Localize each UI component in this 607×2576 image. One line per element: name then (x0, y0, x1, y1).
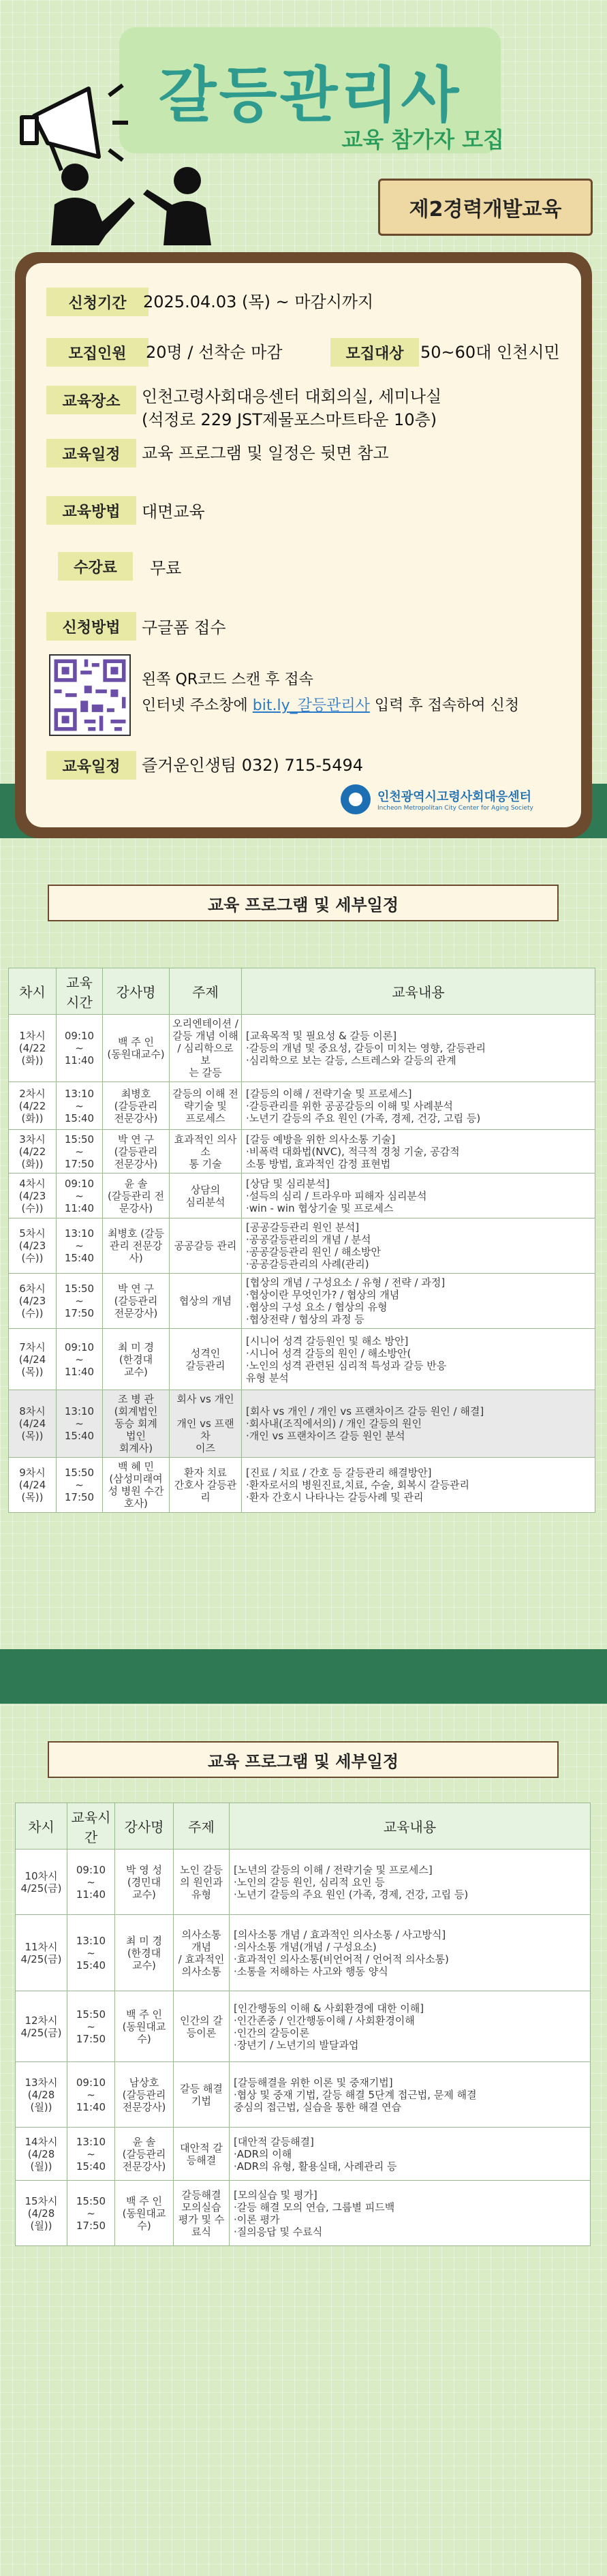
content-cell: [시니어 성격 갈등원인 및 해소 방안] ·시니어 성격 갈등의 원인 / 해소방안( ·노인의 성격 관련된 심리적 특성과 갈등 반응 유형 분석 (242, 1329, 595, 1390)
session-cell: 4차시 (4/23 (수)) (9, 1174, 57, 1218)
col-topic: 주제 (170, 968, 242, 1015)
period-label: 신청기간 (46, 288, 149, 316)
time-cell: 09:10 ~ 11:40 (57, 1174, 103, 1218)
content-cell: [협상의 개념 / 구성요소 / 유형 / 전략 / 과정] ·협상이란 무엇인가? / 협상의 개념 ·협상의 구성 요소 / 협상의 유형 ·협상전략 / 협상의 과정 등 (242, 1274, 595, 1329)
topic-cell: 갈등의 이해 전 략기술 및 프로세스 (170, 1082, 242, 1130)
topic-cell: 상담의 심리분석 (170, 1174, 242, 1218)
qr-instruction-suffix: 입력 후 접속하여 신청 (369, 697, 520, 714)
col-content: 교육내용 (242, 968, 595, 1015)
contact-label: 교육일정 (46, 751, 136, 780)
col-session: 차시 (16, 1803, 67, 1850)
session-cell: 8차시 (4/24 (목)) (9, 1390, 57, 1458)
schedule-table-1 (8, 968, 595, 1513)
lecturer-cell: 백 주 인 (동원대교 수) (115, 1991, 174, 2062)
apply-label: 신청방법 (46, 612, 136, 641)
recruit-label: 모집인원 (46, 338, 149, 367)
lecturer-cell: 백 주 인 (동원대교수) (103, 1015, 170, 1082)
col-session: 차시 (9, 968, 57, 1015)
schedule-table-2 (15, 1803, 591, 2246)
topic-cell: 협상의 개념 (170, 1274, 242, 1329)
col-lecturer: 강사명 (103, 968, 170, 1015)
topic-cell: 공공갈등 관리 (170, 1218, 242, 1274)
session-cell: 14차시 (4/28 (월)) (16, 2128, 67, 2181)
method-label: 교육방법 (46, 496, 136, 525)
target-value: 50~60대 인천시민 (420, 343, 560, 362)
table-row (9, 1130, 595, 1174)
time-cell: 09:10 ~ 11:40 (67, 2062, 115, 2128)
table-row (9, 1458, 595, 1513)
table-row (9, 1174, 595, 1218)
content-cell: [갈등해결을 위한 이론 및 중재기법] ·협상 및 중재 기법, 갈등 해결 5단계 접근법, 문제 해결 중심의 접근법, 실습을 통한 해결 연습 (230, 2062, 591, 2128)
org-logo (341, 782, 565, 816)
session-cell: 2차시 (4/22 (화)) (9, 1082, 57, 1130)
target-label: 모집대상 (330, 338, 419, 367)
content-cell: [인간행동의 이해 & 사회환경에 대한 이해] ·인간존중 / 인간행동이해 / 사회환경이해 ·인간의 갈등이론 ·장년기 / 노년기의 발달과업 (230, 1991, 591, 2062)
content-cell: [교육목적 및 필요성 & 갈등 이론] ·갈등의 개념 및 중요성, 갈등이 미치는 영향, 갈등관리 ·심리학으로 보는 갈등, 스트레스와 갈등의 관계 (242, 1015, 595, 1082)
col-content: 교육내용 (230, 1803, 591, 1850)
lecturer-cell: 남상호 (갈등관리 전문강사) (115, 2062, 174, 2128)
lecturer-cell: 윤 솔 (갈등관리 전 문강사) (103, 1174, 170, 1218)
section2-title: 교육 프로그램 및 세부일정 (48, 1741, 559, 1778)
qr-instruction-prefix: 인터넷 주소창에 (142, 697, 253, 714)
content-cell: [갈등 예방을 위한 의사소통 기술] ·비폭력 대화법(NVC), 적극적 경청 기술, 공감적 소통 방법, 효과적인 감정 표현법 (242, 1130, 595, 1174)
fee-value: 무료 (150, 559, 182, 578)
time-cell: 15:50 ~ 17:50 (57, 1130, 103, 1174)
content-cell: [회사 vs 개인 / 개인 vs 프랜차이즈 갈등 원인 / 해결] ·회사내(조직에서의) / 개인 갈등의 원인 ·개인 vs 프랜차이즈 갈등 원인 분석 (242, 1390, 595, 1458)
time-cell: 13:10 ~ 15:40 (67, 1915, 115, 1991)
lecturer-cell: 백 혜 민 (삼성미래여 성 병원 수간 호사) (103, 1458, 170, 1513)
table-row (16, 2128, 591, 2181)
content-cell: [공공갈등관리 원인 분석] ·공공갈등관리의 개념 / 분석 ·공공갈등관리 원인 / 해소방안 ·공공갈등관리의 사례(관리) (242, 1218, 595, 1274)
org-emblem-icon (341, 784, 371, 814)
org-name-en: Incheon Metropolitan City Center for Aging Society (377, 805, 533, 812)
lecturer-cell: 최 미 경 (한경대 교수) (115, 1915, 174, 1991)
lecturer-cell: 최병호 (갈등 관리 전문강 사) (103, 1218, 170, 1274)
col-lecturer: 강사명 (115, 1803, 174, 1850)
schedule-value: 교육 프로그램 및 일정은 뒷면 참고 (142, 444, 389, 463)
lecturer-cell: 박 영 성 (경민대 교수) (115, 1850, 174, 1915)
session-cell: 15차시 (4/28 (월)) (16, 2181, 67, 2246)
table-row (9, 1218, 595, 1274)
contact-value: 즐거운인생팀 032) 715-5494 (142, 756, 364, 775)
topic-cell: 갈등해결 모의실습 평가 및 수 료식 (174, 2181, 230, 2246)
period-value: 2025.04.03 (목) ~ 마감시까지 (143, 292, 374, 311)
topic-cell: 오리엔테이션 / 갈등 개념 이해 / 심리학으로 보 는 갈등 (170, 1015, 242, 1082)
session-cell: 13차시 (4/28 (월)) (16, 2062, 67, 2128)
table-row (9, 1082, 595, 1130)
session-cell: 3차시 (4/22 (화)) (9, 1130, 57, 1174)
method-value: 대면교육 (142, 502, 205, 521)
col-topic: 주제 (174, 1803, 230, 1850)
content-cell: [상담 및 심리분석] ·설득의 심리 / 트라우마 피해자 심리분석 ·win - win 협상기술 및 프로세스 (242, 1174, 595, 1218)
topic-cell: 갈등 해결 기법 (174, 2062, 230, 2128)
session-cell: 12차시 4/25(금) (16, 1991, 67, 2062)
people-silhouette-icon (27, 157, 225, 245)
time-cell: 15:50 ~ 17:50 (57, 1274, 103, 1329)
table-row (9, 1274, 595, 1329)
time-cell: 15:50 ~ 17:50 (57, 1458, 103, 1513)
content-cell: [진료 / 치료 / 간호 등 갈등관리 해결방안] ·환자로서의 병원진료,치료, 수술, 회복시 갈등관리 ·환자 간호시 나타나는 갈등사례 및 관리 (242, 1458, 595, 1513)
qr-code-icon[interactable] (49, 654, 131, 736)
time-cell: 13:10 ~ 15:40 (57, 1218, 103, 1274)
page-title: 갈등관리사 (158, 60, 462, 130)
time-cell: 15:50 ~ 17:50 (67, 1991, 115, 2062)
time-cell: 09:10 ~ 11:40 (57, 1329, 103, 1390)
topic-cell: 성격인 갈등관리 (170, 1329, 242, 1390)
table-row (16, 1850, 591, 1915)
topic-cell: 노인 갈등 의 원인과 유형 (174, 1850, 230, 1915)
qr-instruction-2 (142, 695, 519, 717)
topic-cell: 의사소통 개념 / 효과적인 의사소통 (174, 1915, 230, 1991)
topic-cell: 회사 vs 개인 개인 vs 프랜차 이즈 (170, 1390, 242, 1458)
lecturer-cell: 백 주 인 (동원대교 수) (115, 2181, 174, 2246)
topic-cell: 인간의 갈 등이론 (174, 1991, 230, 2062)
apply-link[interactable]: bit.ly_갈등관리사 (252, 697, 370, 714)
table-row (9, 1015, 595, 1082)
table-row (16, 1991, 591, 2062)
time-cell: 13:10 ~ 15:40 (57, 1082, 103, 1130)
program-badge: 제2경력개발교육 (378, 179, 593, 236)
table-row (16, 1915, 591, 1991)
session-cell: 9차시 (4/24 (목)) (9, 1458, 57, 1513)
lecturer-cell: 박 연 구 (갈등관리 전문강사) (103, 1274, 170, 1329)
col-time: 교육시 간 (67, 1803, 115, 1850)
session-cell: 7차시 (4/24 (목)) (9, 1329, 57, 1390)
session-cell: 5차시 (4/23 (수)) (9, 1218, 57, 1274)
topic-cell: 효과적인 의사소 통 기술 (170, 1130, 242, 1174)
page-subtitle: 교육 참가자 모집 (341, 127, 504, 153)
content-cell: [노년의 갈등의 이해 / 전략기술 및 프로세스] ·노인의 갈등 원인, 심리적 요인 등 ·노년기 갈등의 주요 원인 (가족, 경제, 건강, 고립 등) (230, 1850, 591, 1915)
content-cell: [모의실습 및 평가] ·갈등 해결 모의 연습, 그룹별 피드백 ·이론 평가 ·질의응답 및 수료식 (230, 2181, 591, 2246)
time-cell: 15:50 ~ 17:50 (67, 2181, 115, 2246)
fee-label: 수강료 (58, 552, 133, 581)
table-row (9, 1329, 595, 1390)
session-cell: 11차시 4/25(금) (16, 1915, 67, 1991)
col-time: 교육 시간 (57, 968, 103, 1015)
lecturer-cell: 조 병 관 (회계법인 동승 회계 법인 회계사) (103, 1390, 170, 1458)
topic-cell: 환자 치료 간호사 갈등관리 (170, 1458, 242, 1513)
recruit-value: 20명 / 선착순 마감 (146, 343, 283, 362)
schedule-label: 교육일정 (46, 439, 136, 467)
session-cell: 6차시 (4/23 (수)) (9, 1274, 57, 1329)
table-row (16, 2181, 591, 2246)
content-cell: [갈등의 이해 / 전략기술 및 프로세스] ·갈등관리를 위한 공공갈등의 이해 및 사례분석 ·노년기 갈등의 주요 원인 (가족, 경제, 건강, 고립 등) (242, 1082, 595, 1130)
lecturer-cell: 윤 솔 (갈등관리 전문강사) (115, 2128, 174, 2181)
qr-instruction-1: 왼쪽 QR코드 스캔 후 접속 (142, 671, 313, 688)
topic-cell: 대안적 갈 등해결 (174, 2128, 230, 2181)
table-row (9, 1390, 595, 1458)
place-label: 교육장소 (46, 386, 136, 414)
content-cell: [의사소통 개념 / 효과적인 의사소통 / 사고방식] ·의사소통 개념(개념 / 구성요소) ·효과적인 의사소통(비언어적 / 언어적 의사소통) ·소통을 저해하는 사고와 행동 양식 (230, 1915, 591, 1991)
org-name: 인천광역시고령사회대응센터 (377, 790, 532, 804)
divider-band (0, 1649, 607, 1704)
place-value-line2: (석정로 229 JST제물포스마트타운 10층) (142, 410, 437, 429)
time-cell: 09:10 ~ 11:40 (67, 1850, 115, 1915)
table-row (16, 2062, 591, 2128)
time-cell: 09:10 ~ 11:40 (57, 1015, 103, 1082)
time-cell: 13:10 ~ 15:40 (67, 2128, 115, 2181)
time-cell: 13:10 ~ 15:40 (57, 1390, 103, 1458)
place-value-line1: 인천고령사회대응센터 대회의실, 세미나실 (142, 387, 442, 406)
content-cell: [대안적 갈등해결] ·ADR의 이해 ·ADR의 유형, 활용실태, 사례관리 등 (230, 2128, 591, 2181)
lecturer-cell: 최병호 (갈등관리 전문강사) (103, 1082, 170, 1130)
lecturer-cell: 박 연 구 (갈등관리 전문강사) (103, 1130, 170, 1174)
section1-title: 교육 프로그램 및 세부일정 (48, 885, 559, 921)
lecturer-cell: 최 미 경 (한경대 교수) (103, 1329, 170, 1390)
session-cell: 1차시 (4/22 (화)) (9, 1015, 57, 1082)
apply-value: 구글폼 접수 (142, 618, 226, 637)
session-cell: 10차시 4/25(금) (16, 1850, 67, 1915)
